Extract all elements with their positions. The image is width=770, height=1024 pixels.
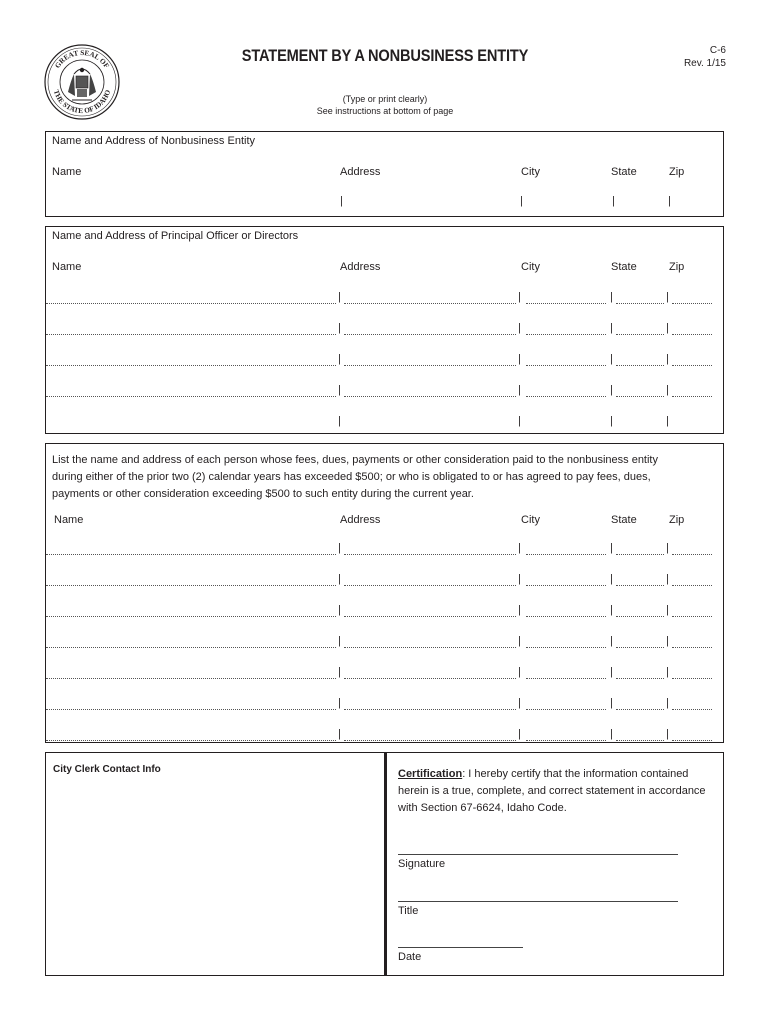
entry-field-line[interactable] <box>46 647 336 648</box>
form-instructions <box>0 93 770 117</box>
field-separator: | <box>518 573 521 585</box>
field-separator: | <box>518 322 521 334</box>
entry-field-line[interactable] <box>344 303 516 304</box>
column-city: City <box>521 261 540 273</box>
entry-field-line[interactable] <box>672 396 712 397</box>
entry-field-line[interactable] <box>526 396 606 397</box>
entry-field-line[interactable] <box>526 334 606 335</box>
entry-field-line[interactable] <box>46 740 336 741</box>
field-separator: | <box>666 604 669 616</box>
entry-field-line[interactable] <box>344 678 516 679</box>
section-2-label: Name and Address of Principal Officer or Directors <box>52 230 299 242</box>
entry-field-line[interactable] <box>672 334 712 335</box>
field-separator: | <box>338 415 341 427</box>
column-state: State <box>611 261 637 273</box>
certification-statement: Certification: I hereby certify that the information contained herein is a true, complete, and correct statement in accordance with Section 67-6624, Idaho Code. <box>398 768 706 814</box>
certification-heading: Certification <box>398 768 463 780</box>
entry-field-line[interactable] <box>526 678 606 679</box>
column-zip: Zip <box>669 514 685 526</box>
entry-field-line[interactable] <box>46 585 336 586</box>
field-separator: | <box>666 635 669 647</box>
column-zip: Zip <box>669 166 685 178</box>
field-separator: | <box>666 573 669 585</box>
field-separator: | <box>338 635 341 647</box>
field-separator: | <box>518 353 521 365</box>
entry-field-line[interactable] <box>672 303 712 304</box>
entry-field-line[interactable] <box>672 709 712 710</box>
section-3-description: List the name and address of each person whose fees, dues, payments or other consideration paid to the nonbusiness entity during either of the prior two (2) calendar years has exceeded $500; or who is obligated to or has agreed to pay fees, dues, payments or other consideration exceeding $500 to such entity during the current year. <box>52 454 658 500</box>
field-separator: | <box>338 666 341 678</box>
column-zip: Zip <box>669 261 685 273</box>
column-address: Address <box>340 514 381 526</box>
entry-field-line[interactable] <box>46 396 336 397</box>
field-separator: | <box>338 322 341 334</box>
entry-field-line[interactable] <box>526 647 606 648</box>
entry-field-line[interactable] <box>672 554 712 555</box>
field-separator: | <box>610 635 613 647</box>
entry-field-line[interactable] <box>616 678 664 679</box>
field-separator: | <box>518 384 521 396</box>
entry-field-line[interactable] <box>672 616 712 617</box>
field-separator: | <box>610 573 613 585</box>
svg-text:THE STATE OF IDAHO: THE STATE OF IDAHO <box>51 88 113 116</box>
field-separator: | <box>338 384 341 396</box>
entry-field-line[interactable] <box>344 585 516 586</box>
entry-field-line[interactable] <box>344 554 516 555</box>
field-separator: | <box>520 195 523 207</box>
field-separator: | <box>666 542 669 554</box>
entry-field-line[interactable] <box>672 365 712 366</box>
field-separator: | <box>666 322 669 334</box>
column-name: Name <box>54 514 84 526</box>
column-address: Address <box>340 166 381 178</box>
entry-field-line[interactable] <box>616 396 664 397</box>
field-separator: | <box>666 666 669 678</box>
field-separator: | <box>610 666 613 678</box>
entry-field-line[interactable] <box>344 709 516 710</box>
entry-field-line[interactable] <box>46 554 336 555</box>
city-clerk-label: City Clerk Contact Info <box>53 764 161 775</box>
title-label: Title <box>398 905 419 917</box>
field-separator: | <box>610 415 613 427</box>
entry-field-line[interactable] <box>616 365 664 366</box>
signature-label: Signature <box>398 858 446 870</box>
entry-field-line[interactable] <box>672 585 712 586</box>
entry-field-line[interactable] <box>526 616 606 617</box>
title-line[interactable] <box>398 901 678 902</box>
section-clerk-certification <box>45 752 724 976</box>
field-separator: | <box>338 604 341 616</box>
field-separator: | <box>518 415 521 427</box>
instruction-type-clearly: (Type or print clearly) <box>342 94 428 104</box>
field-separator: | <box>518 542 521 554</box>
entry-field-line[interactable] <box>526 303 606 304</box>
field-separator: | <box>518 604 521 616</box>
instruction-see-bottom: See instructions at bottom of page <box>316 106 454 116</box>
field-separator: | <box>666 697 669 709</box>
entry-field-line[interactable] <box>344 396 516 397</box>
date-label: Date <box>398 951 422 963</box>
entry-field-line[interactable] <box>616 616 664 617</box>
column-address: Address <box>340 261 381 273</box>
entry-field-line[interactable] <box>526 585 606 586</box>
entry-field-line[interactable] <box>344 365 516 366</box>
field-separator: | <box>338 728 341 740</box>
form-number: C-6 <box>709 45 726 56</box>
column-city: City <box>521 166 540 178</box>
field-separator: | <box>666 291 669 303</box>
entry-field-line[interactable] <box>344 616 516 617</box>
field-separator: | <box>338 291 341 303</box>
field-separator: | <box>612 195 615 207</box>
entry-field-line[interactable] <box>46 709 336 710</box>
field-separator: | <box>666 728 669 740</box>
field-separator: | <box>518 291 521 303</box>
column-name: Name <box>52 166 82 178</box>
field-separator: | <box>666 384 669 396</box>
field-separator: | <box>610 604 613 616</box>
date-line[interactable] <box>398 947 523 948</box>
entry-field-line[interactable] <box>46 334 336 335</box>
entry-field-line[interactable] <box>616 740 664 741</box>
field-separator: | <box>610 291 613 303</box>
field-separator: | <box>518 635 521 647</box>
section-1-label: Name and Address of Nonbusiness Entity <box>52 135 256 147</box>
entry-field-line[interactable] <box>672 678 712 679</box>
clerk-cert-divider <box>384 753 387 975</box>
field-separator: | <box>518 728 521 740</box>
entry-field-line[interactable] <box>616 647 664 648</box>
column-name: Name <box>52 261 82 273</box>
certification-text: I hereby certify that the information contained herein is a true, complete, and correct statement in accordance with Section 67-6624, Idaho Code. <box>398 768 706 814</box>
field-separator: | <box>610 322 613 334</box>
entry-field-line[interactable] <box>616 585 664 586</box>
field-separator: | <box>340 195 343 207</box>
field-separator: | <box>610 353 613 365</box>
entry-field-line[interactable] <box>616 303 664 304</box>
form-title: STATEMENT BY A NONBUSINESS ENTITY <box>241 46 529 65</box>
entry-field-line[interactable] <box>526 740 606 741</box>
field-separator: | <box>518 697 521 709</box>
field-separator: | <box>666 415 669 427</box>
signature-line[interactable] <box>398 854 678 855</box>
entry-field-line[interactable] <box>616 554 664 555</box>
field-separator: | <box>610 728 613 740</box>
section-nonbusiness-entity <box>45 131 724 217</box>
field-separator: | <box>666 353 669 365</box>
entry-field-line[interactable] <box>616 709 664 710</box>
entry-field-line[interactable] <box>672 647 712 648</box>
entry-field-line[interactable] <box>526 554 606 555</box>
field-separator: | <box>610 697 613 709</box>
field-separator: | <box>338 697 341 709</box>
form-revision: Rev. 1/15 <box>683 58 726 69</box>
entry-field-line[interactable] <box>46 303 336 304</box>
field-separator: | <box>338 542 341 554</box>
entry-field-line[interactable] <box>344 334 516 335</box>
column-state: State <box>611 514 637 526</box>
field-separator: | <box>668 195 671 207</box>
entry-field-line[interactable] <box>672 740 712 741</box>
field-separator: | <box>338 573 341 585</box>
entry-field-line[interactable] <box>526 365 606 366</box>
entry-field-line[interactable] <box>46 365 336 366</box>
entry-field-line[interactable] <box>616 334 664 335</box>
form-number-block <box>684 44 726 70</box>
field-separator: | <box>518 666 521 678</box>
section-fee-payers <box>45 443 724 743</box>
entry-field-line[interactable] <box>344 647 516 648</box>
entry-field-line[interactable] <box>46 678 336 679</box>
column-state: State <box>611 166 637 178</box>
svg-text:GREAT SEAL OF: GREAT SEAL OF <box>53 48 111 70</box>
field-separator: | <box>610 384 613 396</box>
field-separator: | <box>338 353 341 365</box>
entry-field-line[interactable] <box>46 616 336 617</box>
column-city: City <box>521 514 540 526</box>
entry-field-line[interactable] <box>344 740 516 741</box>
section-principal-officers <box>45 226 724 434</box>
entry-field-line[interactable] <box>526 709 606 710</box>
field-separator: | <box>610 542 613 554</box>
